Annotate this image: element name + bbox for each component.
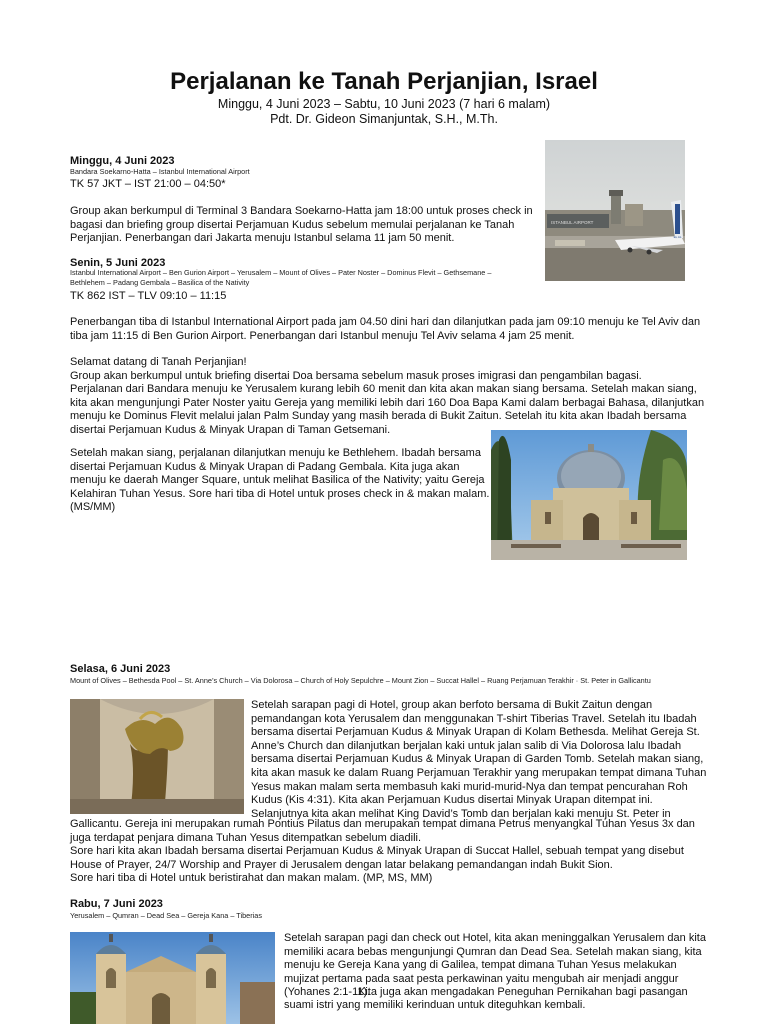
text-line: Perjalanan dari Bandara menuju ke Yerusalem kurang lebih 60 menit dan kita akan makan siang bersama. Setelah makan siang, xyxy=(70,383,697,396)
trip-dates: Minggu, 4 Juni 2023 – Sabtu, 10 Juni 2023 (7 hari 6 malam) xyxy=(217,97,551,111)
text-line: bagasi dan briefing group disertai Perjamuan Kudus sebelum memulai perjalanan ke Tanah xyxy=(70,218,515,231)
day2-flight: TK 862 IST – TLV 09:10 – 11:15 xyxy=(70,290,227,302)
text-line: disertai Perjamuan Kudus & Minyak Urapan di Padang Gembala. Kita juga akan xyxy=(70,460,460,473)
day4-paragraph-2-first: Kita juga akan mengadakan Peneguhan Pernikahan bagi pasangan xyxy=(358,986,688,998)
day2-paragraph-1 xyxy=(70,316,700,343)
airport-photo xyxy=(545,140,685,281)
text-line: Anne’s Church dan dilanjutkan berjalan kaki untuk jalan salib di Via Dolorosa lalu Ibadah xyxy=(251,739,682,752)
text-line: House of Prayer, 24/7 Worship and Prayer di Jerusalem dengan latar belakang pemandangan indah Bukit Sion. xyxy=(70,858,613,871)
text-line: Yesus makan malam serta membasuh kaki murid-murid-Nya dan tempat pencurahan Roh xyxy=(251,780,688,793)
text-line: Selanjutnya kita akan melihat King David’s Tomb dan berjalan kaki menuju St. Peter in xyxy=(251,807,671,820)
text-line: menuju ke Gereja Kana yang di Galilea, tempat dimana Tuhan Yesus melakukan xyxy=(284,959,677,972)
text-line: tiba jam 11:15 di Ben Gurion Airport. Penerbangan dari Istanbul menuju Tel Aviv selama 4 jam 25 menit. xyxy=(70,329,575,342)
text-line: Penerbangan tiba di Istanbul International Airport pada jam 04.50 dini hari dan dilanjutkan pada jam 09:10 menuju ke Tel Aviv dan xyxy=(70,316,701,328)
text-line: Group akan berkumpul di Terminal 3 Bandara Soekarno-Hatta jam 18:00 untuk proses check in xyxy=(70,205,533,217)
day3-route: Mount of Olives – Bethesda Pool – St. Anne’s Church – Via Dolorosa – Church of Holy Sepulchre – Mount Zion – Succat Hallel – Ruang Perjamuan Terakhir · St. Peter in Gallicantu xyxy=(70,676,651,685)
day1-flight: TK 57 JKT – IST 21:00 – 04:50* xyxy=(70,178,226,190)
day3-paragraph-right xyxy=(251,699,706,821)
olive-tree-photo xyxy=(70,699,244,814)
day2-heading: Senin, 5 Juni 2023 xyxy=(70,257,166,269)
text-line: Setelah sarapan pagi dan check out Hotel, kita akan meninggalkan Yerusalem dan kita xyxy=(284,932,706,944)
text-line: memiliki acara bebas mengunjungi Qumran dan Dead Sea. Setelah makan siang, kita xyxy=(284,945,702,958)
day4-route: Yerusalem – Qumran – Dead Sea – Gereja Kana – Tiberias xyxy=(70,911,262,920)
route-line: Istanbul International Airport – Ben Gurion Airport – Yerusalem – Mount of Olives – Pater Noster – Dominus Flevit – Gethsemane – xyxy=(70,268,492,277)
day2-paragraph-3 xyxy=(70,447,489,515)
day1-route: Bandara Soekarno-Hatta – Istanbul International Airport xyxy=(70,167,250,176)
text-line: disertai Perjamuan Kudus & Minyak Urapan di Taman Getsemani. xyxy=(70,423,391,436)
day1-paragraph xyxy=(70,205,533,246)
text-line: (MS/MM) xyxy=(70,501,116,514)
text-line: Setelah sarapan pagi di Hotel, group akan berfoto bersama di Bukit Zaitun dengan xyxy=(251,699,653,711)
airport-sign-text: ISTANBUL AIRPORT xyxy=(551,220,594,225)
day2-route xyxy=(70,268,491,288)
day4-heading: Rabu, 7 Juni 2023 xyxy=(70,898,163,910)
shepherds-field-church-photo xyxy=(491,430,687,560)
text-line: bersama disertai Perjamuan Kudus & Minyak Urapan di Kolam Bethesda. Melihat Gereja St. xyxy=(251,726,700,739)
text-line: Sore hari kita akan Ibadah bersama disertai Perjamuan Kudus & Minyak Urapan di Succat Hallel, sebuah tempat yang disebut xyxy=(70,845,684,858)
day1-heading: Minggu, 4 Juni 2023 xyxy=(70,155,175,167)
day3-heading: Selasa, 6 Juni 2023 xyxy=(70,663,171,675)
text-line: Perjanjian. Penerbangan dari Jakarta menuju Istanbul selama 11 jam 50 menit. xyxy=(70,232,455,245)
text-line: Sore hari tiba di Hotel untuk beristirahat dan makan malam. (MP, MS, MM) xyxy=(70,872,433,885)
text-line: bersama disertai Perjamuan Kudus & Minyak Urapan di Garden Tomb. Setelah makan siang, xyxy=(251,753,704,766)
text-line: Setelah makan siang, perjalanan dilanjutkan menuju ke Bethlehem. Ibadah bersama xyxy=(70,447,481,459)
text-line: menuju ke Dominus Flevit melalui jalan Palm Sunday yang masih berada di Bukit Zaitun. Setelah itu kita akan Ibadah bersama xyxy=(70,410,687,423)
airport-tail-text: EL AL xyxy=(673,235,682,239)
day2-paragraph-2 xyxy=(70,356,704,438)
text-line: Gallicantu. Gereja ini merupakan rumah Pontius Pilatus dan merupakan tempat dimana Petrus menyangkal Tuhan Yesus 3x dan xyxy=(70,818,695,830)
text-line: Kudus (Kis 4:31). Kita akan Perjamuan Kudus disertai Minyak Urapan ditempat ini. xyxy=(251,794,653,807)
text-line: pemandangan kota Yerusalem dan menggunakan T-shirt Tiberias Travel. Setelah itu Ibadah xyxy=(251,712,697,725)
day4-paragraph-2-second: suami istri yang memiliki kerinduan untuk diteguhkan kembali. xyxy=(284,999,586,1011)
text-line: menuju ke daerah Manger Square, untuk melihat Basilica of the Nativity; yaitu Gereja xyxy=(70,474,485,487)
text-line: mujizat pertama pada saat pesta perkawinan yaitu mengubah air menjadi anggur xyxy=(284,972,679,985)
pastor-name: Pdt. Dr. Gideon Simanjuntak, S.H., M.Th. xyxy=(270,112,498,126)
page-title: Perjalanan ke Tanah Perjanjian, Israel xyxy=(170,68,598,95)
text-line: (Yohanes 2:1-11). xyxy=(284,986,371,999)
route-line: Bethlehem – Padang Gembala – Basilica of the Nativity xyxy=(70,278,250,287)
day3-paragraph-full xyxy=(70,818,695,886)
text-line: Kelahiran Tuhan Yesus. Sore hari tiba di Hotel untuk proses check in & makan malam. xyxy=(70,487,490,500)
text-line: Group akan berkumpul untuk briefing disertai Doa bersama sebelum masuk proses imigrasi dan pengambilan bagasi. xyxy=(70,369,642,382)
text-line: Selamat datang di Tanah Perjanjian! xyxy=(70,356,247,368)
text-line: kita akan masuk ke dalam Ruang Perjamuan Terakhir yang merupakan tempat dimana Tuhan xyxy=(251,766,707,779)
cana-church-photo xyxy=(70,932,275,1024)
text-line: juga terdapat penjara dimana Tuhan Yesus ditempatkan sebelum diadili. xyxy=(70,831,422,844)
text-line: kita akan mengunjungi Pater Noster yaitu Gereja yang memiliki lebih dari 160 Doa Bapa Kami dalam berbagai Bahasa, dilanjutkan xyxy=(70,396,705,409)
